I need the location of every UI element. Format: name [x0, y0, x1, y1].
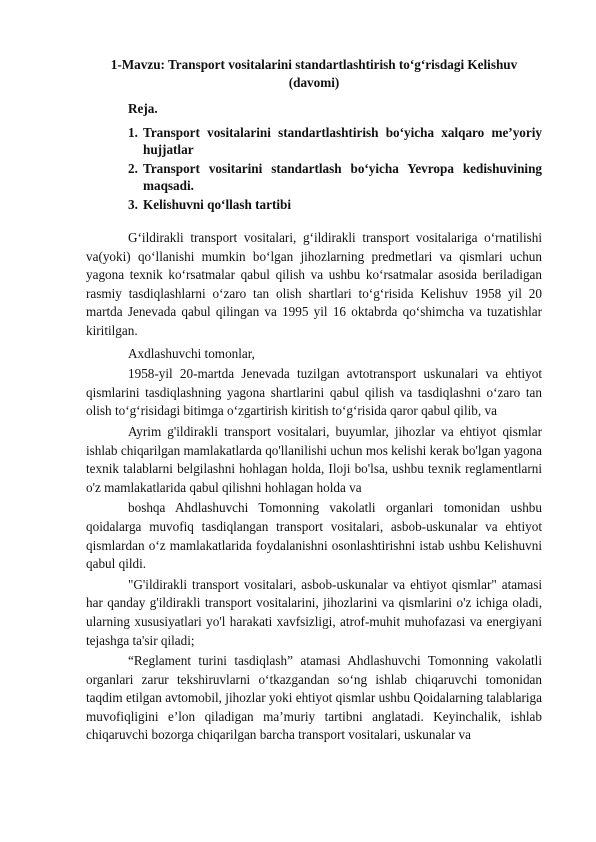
plan-heading: Reja.	[128, 101, 158, 116]
title-line-2: (davomi)	[288, 75, 340, 90]
body-paragraph: Ayrim g'ildirakli transport vositalari, buyumlar, jihozlar va ehtiyot qismlar ishlab chiqarilgan mamlakatlarda qo'llanilishi uchun mos kelishi kerak bo'lgan yagona texnik talablarni belgilashni hohlagan holda, Iloji bo'lsa, ushbu texnik reglamentlarni o'z mamlakatlarida qabul qilishni hohlagan holda va	[86, 423, 542, 495]
plan-item	[128, 196, 542, 213]
plan-item	[128, 124, 542, 159]
body-paragraph: “Reglament turini tasdiqlash” atamasi Ahdlashuvchi Tomonning vakolatli organlari zarur tekshiruvlarni o‘tkazgandan so‘ng ishlab chiqaruvchi tomonidan taqdim etilgan avtomobil, jihozlar yoki ehtiyot qismlar ushbu Qoidalarning talablariga muvofiqligini e’lon qiladigan ma’muriy tartibni anglatadi. Keyinchalik, ishlab chiqaruvchi bozorga chiqarilgan barcha transport vositalari, uskunalar va	[86, 653, 542, 743]
plan-item-number: 1.	[128, 125, 138, 140]
plan-item-text: Transport vositalarini standartlashtirish bo‘yicha xalqaro me’yoriy hujjatlar	[143, 125, 542, 158]
body-paragraph: Axdlashuvchi tomonlar,	[128, 345, 255, 361]
body-paragraph: "G'ildirakli transport vositalari, asbob-uskunalar va ehtiyot qismlar" atamasi har qanday g'ildirakli transport vositalarini, jihozlarini va qismlarini o'z ichiga oladi, ularning xususiyatlari yo'l harakati xavfsizligi, atrof-muhit muhofazasi va energiyani tejashga ta'sir qiladi;	[86, 576, 542, 648]
plan-item	[128, 160, 542, 195]
document-title	[86, 56, 542, 92]
plan-item-text: Kelishuvni qo‘llash tartibi	[143, 196, 292, 212]
plan-item-text: Transport vositarini standartlash bo‘yicha Yevropa kedishuvining maqsadi.	[143, 160, 542, 194]
body-paragraph: boshqa Ahdlashuvchi Tomonning vakolatli organlari tomonidan ushbu qoidalarga muvofiq tasdiqlangan transport vositalari, asbob-uskunalar va ehtiyot qismlardan o‘z mamlakatlarida foydalanishni osonlashtirishni istab ushbu Kelishuvni qabul qildi.	[86, 500, 542, 572]
plan-list	[128, 124, 542, 213]
title-line-1: 1-Mavzu: Transport vositalarini standartlashtirish to‘g‘risdagi Kelishuv	[110, 57, 518, 72]
body-paragraph: G‘ildirakli transport vositalari, g‘ildirakli transport vositalariga o‘rnatilishi va(yoki) qo‘llanishi mumkin bo‘lgan jihozlarning predmetlari va qismlari uchun yagona texnik ko‘rsatmalar qabul qilish va ushbu ko‘rsatmalar asosida beriladigan rasmiy tasdiqlashlarni o‘zaro tan olish shartlari to‘g‘risida Kelishuv 1958 yil 20 martda Jenevada qabul qilingan va 1995 yil 16 oktabrda qo‘shimcha va tuzatishlar kiritilgan.	[86, 230, 542, 338]
plan-item-number: 3.	[128, 196, 138, 212]
plan-item-number: 2.	[128, 160, 138, 176]
body-paragraph: 1958-yil 20-martda Jenevada tuzilgan avtotransport uskunalari va ehtiyot qismlarini tasdiqlashning yagona shartlarini qabul qilish va tasdiqlashni o‘zaro tan olish to‘g‘risidagi bitimga o‘zgartirish kiritish to‘g‘risida qaror qabul qilib, va	[86, 366, 542, 419]
